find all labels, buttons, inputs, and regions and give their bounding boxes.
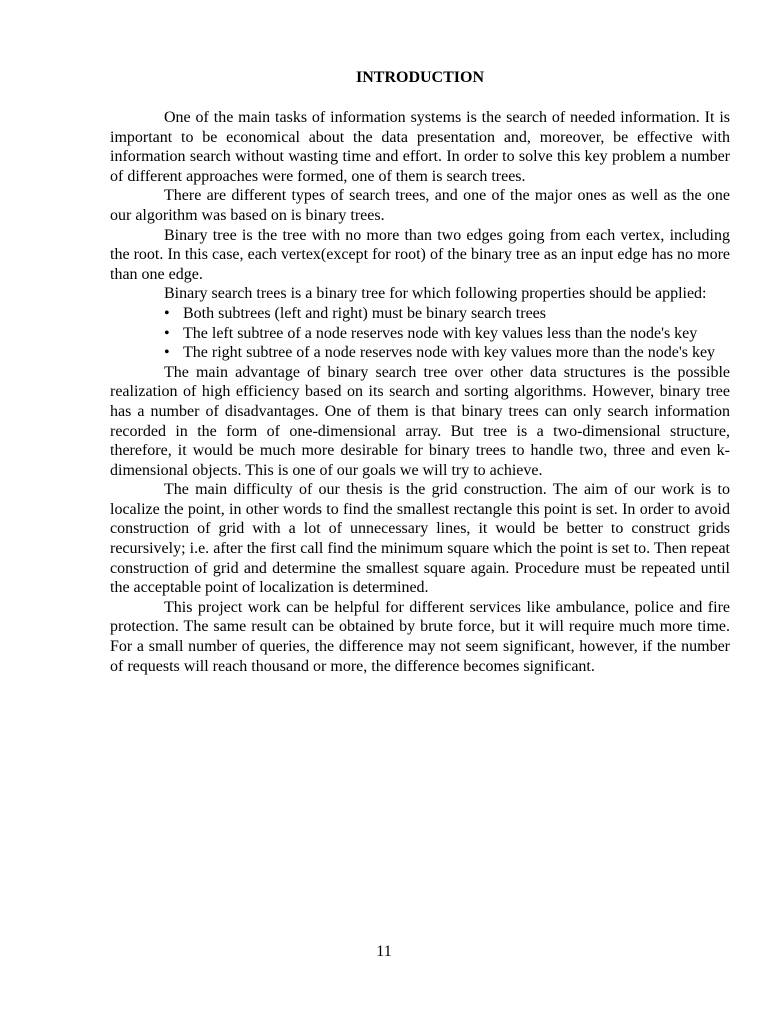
list-item	[110, 324, 730, 344]
paragraph-grid: The main difficulty of our thesis is the grid construction. The aim of our work is to localize the point, in other words to find the smallest rectangle this point is set. In order to avoid construction of grid with a lot of unnecessary lines, it would be better to construct grids recursively; i.e. after the first call find the minimum square which the point is set to. Then repeat construction of grid and determine the smallest square again. Procedure must be repeated until the acceptable point of localization is determined.	[110, 481, 730, 597]
page-number: 11	[376, 943, 392, 960]
page-title: INTRODUCTION	[355, 69, 484, 86]
paragraph-intro: One of the main tasks of information systems is the search of needed information. It is important to be economical about the data presentation and, moreover, be effective with information search without wasting time and effort. In order to solve this key problem a number of different approaches were formed, one of them is search trees.	[110, 109, 730, 185]
paragraph-applications: This project work can be helpful for different services like ambulance, police and fire protection. The same result can be obtained by brute force, but it will require much more time. For a small number of queries, the difference may not seem significant, however, if the number of requests will reach thousand or more, the difference becomes significant.	[110, 598, 730, 675]
paragraph-bst-properties: Binary search trees is a binary tree for which following properties should be applied:	[164, 285, 707, 303]
list-item-text: The left subtree of a node reserves node with key values less than the node's key	[183, 324, 698, 342]
bullet-icon: •	[164, 304, 170, 322]
list-item-text: Both subtrees (left and right) must be binary search trees	[183, 304, 546, 322]
list-item	[110, 304, 730, 324]
paragraph-advantages: The main advantage of binary search tree over other data structures is the possible realization of high efficiency based on its search and sorting algorithms. However, binary tree has a number of disadvantages. One of them is that binary trees can only search information recorded in the form of one-dimensional array. But tree is a two-dimensional structure, therefore, it would be much more desirable for binary trees to handle two, three and even k-dimensional objects. This is one of our goals we will try to achieve.	[110, 363, 730, 479]
list-item-text: The right subtree of a node reserves node with key values more than the node's key	[183, 344, 716, 362]
paragraph-binary-tree: Binary tree is the tree with no more than two edges going from each vertex, including the root. In this case, each vertex(except for root) of the binary tree as an input edge has no more than one edge.	[110, 226, 730, 283]
paragraph-search-trees: There are different types of search trees, and one of the major ones as well as the one our algorithm was based on is binary trees.	[110, 187, 730, 224]
page-content	[110, 68, 730, 676]
list-item	[110, 343, 730, 363]
bullet-icon: •	[164, 344, 170, 362]
bullet-icon: •	[164, 324, 170, 342]
